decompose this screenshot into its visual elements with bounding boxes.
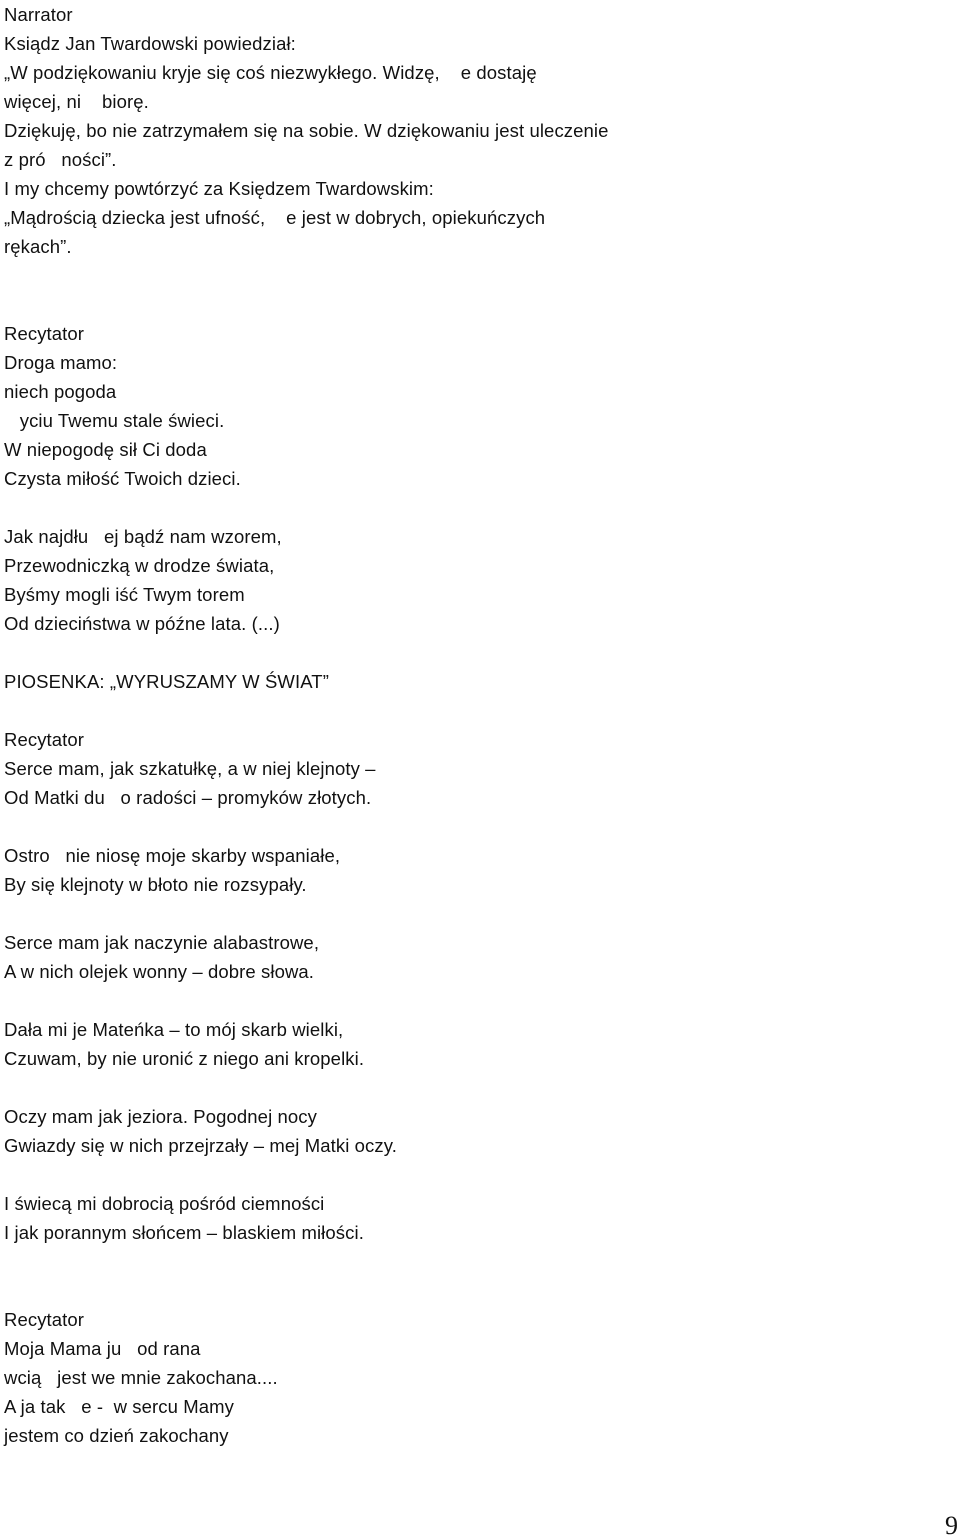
stanza	[4, 1189, 944, 1247]
verse-line: Od dzieciństwa w późne lata. (...)	[4, 613, 280, 634]
verse-line: A ja tak e - w sercu Mamy	[4, 1396, 235, 1417]
verse-line: A w nich olejek wonny – dobre słowa.	[4, 961, 315, 982]
spacer	[4, 1073, 944, 1102]
text-line: rękach”.	[4, 236, 72, 257]
speaker-label: Recytator	[4, 729, 85, 750]
spacer	[4, 1160, 944, 1189]
narrator-section	[4, 0, 944, 261]
stanza	[4, 522, 944, 638]
verse-line: Dała mi je Mateńka – to mój skarb wielki,	[4, 1019, 344, 1040]
verse-line: Byśmy mogli iść Twym torem	[4, 584, 245, 605]
verse-line: niech pogoda	[4, 381, 117, 402]
verse-line: I jak porannym słońcem – blaskiem miłości.	[4, 1222, 364, 1243]
stanza	[4, 928, 944, 986]
verse-line: yciu Twemu stale świeci.	[4, 410, 225, 431]
stanza	[4, 841, 944, 899]
verse-line: Przewodniczką w drodze świata,	[4, 555, 275, 576]
verse-line: wcią jest we mnie zakochana....	[4, 1367, 278, 1388]
document-page	[4, 0, 944, 1450]
page-number: 9	[945, 1511, 958, 1540]
stanza	[4, 1102, 944, 1160]
spacer	[4, 812, 944, 841]
spacer	[4, 696, 944, 725]
spacer	[4, 899, 944, 928]
stanza	[4, 1015, 944, 1073]
spacer	[4, 261, 944, 319]
spacer	[4, 493, 944, 522]
text-line: „Mądrością dziecka jest ufność, e jest w dobrych, opiekuńczych	[4, 207, 546, 228]
recitation-section	[4, 319, 944, 493]
spacer	[4, 1247, 944, 1305]
text-line: „W podziękowaniu kryje się coś niezwykłego. Widzę, e dostaję	[4, 62, 537, 83]
speaker-label: Narrator	[4, 4, 73, 25]
text-line: więcej, ni biorę.	[4, 91, 149, 112]
verse-line: Serce mam jak naczynie alabastrowe,	[4, 932, 320, 953]
speaker-label: Recytator	[4, 323, 85, 344]
spacer	[4, 638, 944, 667]
verse-line: Moja Mama ju od rana	[4, 1338, 201, 1359]
speaker-label: Recytator	[4, 1309, 85, 1330]
spacer	[4, 986, 944, 1015]
text-line: z pró ności”.	[4, 149, 117, 170]
recitation-section	[4, 725, 944, 812]
recitation-section	[4, 1305, 944, 1450]
verse-line: Od Matki du o radości – promyków złotych.	[4, 787, 372, 808]
verse-line: jestem co dzień zakochany	[4, 1425, 229, 1446]
verse-line: Oczy mam jak jeziora. Pogodnej nocy	[4, 1106, 317, 1127]
verse-line: Jak najdłu ej bądź nam wzorem,	[4, 526, 282, 547]
song-title: PIOSENKA: „WYRUSZAMY W ŚWIAT”	[4, 671, 329, 692]
text-line: Dziękuję, bo nie zatrzymałem się na sobie. W dziękowaniu jest uleczenie	[4, 120, 609, 141]
verse-line: Czysta miłość Twoich dzieci.	[4, 468, 241, 489]
verse-line: W niepogodę sił Ci doda	[4, 439, 207, 460]
text-line: I my chcemy powtórzyć za Księdzem Twardowskim:	[4, 178, 434, 199]
verse-line: Czuwam, by nie uronić z niego ani kropelki.	[4, 1048, 365, 1069]
verse-line: Ostro nie niosę moje skarby wspaniałe,	[4, 845, 341, 866]
text-line: Ksiądz Jan Twardowski powiedział:	[4, 33, 296, 54]
verse-line: Droga mamo:	[4, 352, 118, 373]
verse-line: By się klejnoty w błoto nie rozsypały.	[4, 874, 307, 895]
verse-line: Gwiazdy się w nich przejrzały – mej Matki oczy.	[4, 1135, 397, 1156]
verse-line: Serce mam, jak szkatułkę, a w niej klejnoty –	[4, 758, 376, 779]
verse-line: I świecą mi dobrocią pośród ciemności	[4, 1193, 325, 1214]
song-heading	[4, 667, 944, 696]
